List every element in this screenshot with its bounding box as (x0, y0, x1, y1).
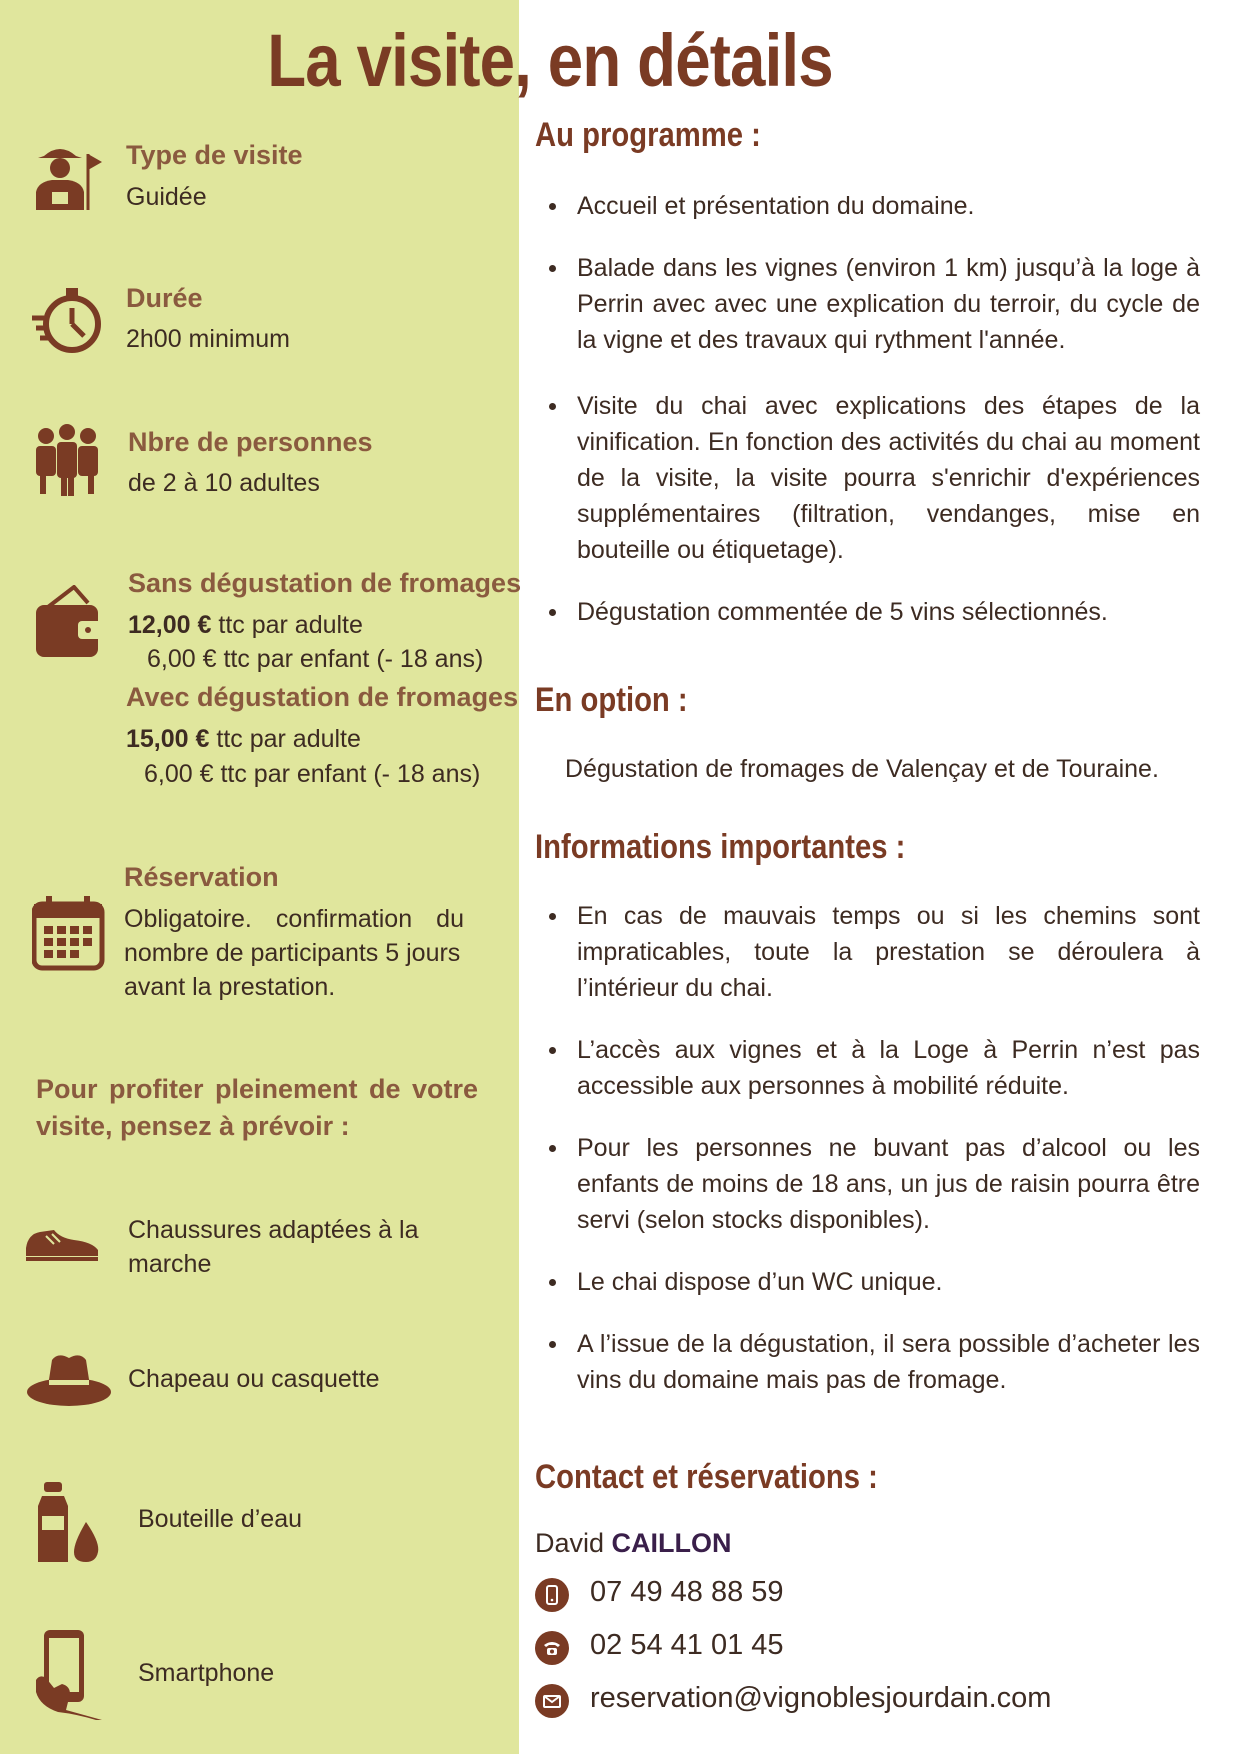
programme-heading: Au programme : (535, 116, 761, 154)
reservation-line-2: nombre de participants 5 jours (124, 939, 461, 967)
group-size-label: Nbre de personnes (128, 427, 373, 457)
guide-icon (30, 140, 105, 212)
reservation-label: Réservation (124, 862, 279, 892)
calendar-icon (32, 896, 106, 972)
no-cheese-child-price: 6,00 € ttc par enfant (- 18 ans) (147, 645, 484, 673)
duration-label: Durée (126, 283, 203, 313)
shoe-icon (24, 1224, 100, 1262)
programme-list (535, 188, 1200, 656)
info-heading: Informations importantes : (535, 828, 906, 866)
programme-item: Dégustation commentée de 5 vins sélectionnés. (535, 594, 1200, 630)
no-cheese-adult-text: ttc par adulte (211, 611, 363, 639)
option-text: Dégustation de fromages de Valençay et de Touraine. (565, 755, 1159, 783)
info-item: A l’issue de la dégustation, il sera possible d’acheter les vins du domaine mais pas de fromage. (535, 1326, 1200, 1398)
hat-icon (26, 1350, 112, 1410)
checklist-item-smartphone: Smartphone (138, 1659, 275, 1687)
contact-name (535, 1526, 732, 1561)
with-cheese-child-price: 6,00 € ttc par enfant (- 18 ans) (144, 760, 481, 788)
checklist-item-water: Bouteille d’eau (138, 1505, 303, 1533)
telephone-icon (535, 1631, 569, 1665)
visit-type-value: Guidée (126, 183, 207, 211)
visit-type-label: Type de visite (126, 140, 303, 170)
option-heading: En option : (535, 681, 688, 719)
programme-item: Balade dans les vignes (environ 1 km) jusqu’à la loge à Perrin avec avec une explication du terroir, du cycle de la vigne et des travaux qui rythment l'année. (535, 250, 1200, 358)
programme-item: Visite du chai avec explications des étapes de la vinification. En fonction des activités du chai au moment de la visite, la visite pourra s'enrichir d'expériences supplémentaires (filtration, vendanges, mise en bouteille ou étiquetage). (535, 388, 1200, 568)
info-item: L’accès aux vignes et à la Loge à Perrin n’est pas accessible aux personnes à mobilité réduite. (535, 1032, 1200, 1104)
contact-heading: Contact et réservations : (535, 1458, 878, 1496)
with-cheese-adult-text: ttc par adulte (209, 725, 361, 753)
with-cheese-adult-amount: 15,00 € (126, 725, 210, 753)
no-cheese-adult-amount: 12,00 € (128, 611, 212, 639)
no-cheese-label: Sans dégustation de fromages (128, 568, 522, 598)
programme-item: Accueil et présentation du domaine. (535, 188, 1200, 224)
reservation-line-3: avant la prestation. (124, 973, 336, 1001)
info-list (535, 898, 1200, 1424)
with-cheese-label: Avec dégustation de fromages (126, 682, 519, 712)
mobile-number[interactable]: 07 49 48 88 59 (590, 1576, 784, 1608)
phone-number[interactable]: 02 54 41 01 45 (590, 1629, 784, 1661)
group-icon (30, 424, 105, 496)
info-item: Le chai dispose d’un WC unique. (535, 1264, 1200, 1300)
info-item: Pour les personnes ne buvant pas d’alcool ou les enfants de moins de 18 ans, un jus de raisin pourra être servi (selon stocks disponibles). (535, 1130, 1200, 1238)
info-item: En cas de mauvais temps ou si les chemins sont impraticables, toute la prestation se déroulera à l’intérieur du chai. (535, 898, 1200, 1006)
duration-value: 2h00 minimum (126, 325, 290, 353)
contact-last-name: CAILLON (611, 1528, 732, 1558)
reservation-line-1: Obligatoire. confirmation du (124, 905, 464, 933)
page-title: La visite, en détails (267, 19, 833, 102)
water-bottle-icon (38, 1482, 102, 1564)
no-cheese-adult-price (128, 608, 363, 643)
smartphone-icon (36, 1630, 104, 1720)
checklist-item-shoes-line-2: marche (128, 1250, 212, 1278)
contact-first-name: David (535, 1528, 612, 1558)
email-icon (535, 1684, 569, 1718)
email-link[interactable]: reservation@vignoblesjourdain.com (590, 1682, 1052, 1714)
mobile-phone-icon (535, 1578, 569, 1612)
stopwatch-icon (32, 282, 104, 356)
checklist-item-shoes-line-1: Chaussures adaptées à la (128, 1216, 419, 1244)
checklist-heading-line-2: visite, pensez à prévoir : (36, 1111, 350, 1141)
wallet-icon (36, 585, 102, 661)
checklist-heading-line-1: Pour profiter pleinement de votre (36, 1074, 478, 1104)
group-size-value: de 2 à 10 adultes (128, 469, 320, 497)
checklist-item-hat: Chapeau ou casquette (128, 1365, 380, 1393)
with-cheese-adult-price (126, 722, 361, 757)
